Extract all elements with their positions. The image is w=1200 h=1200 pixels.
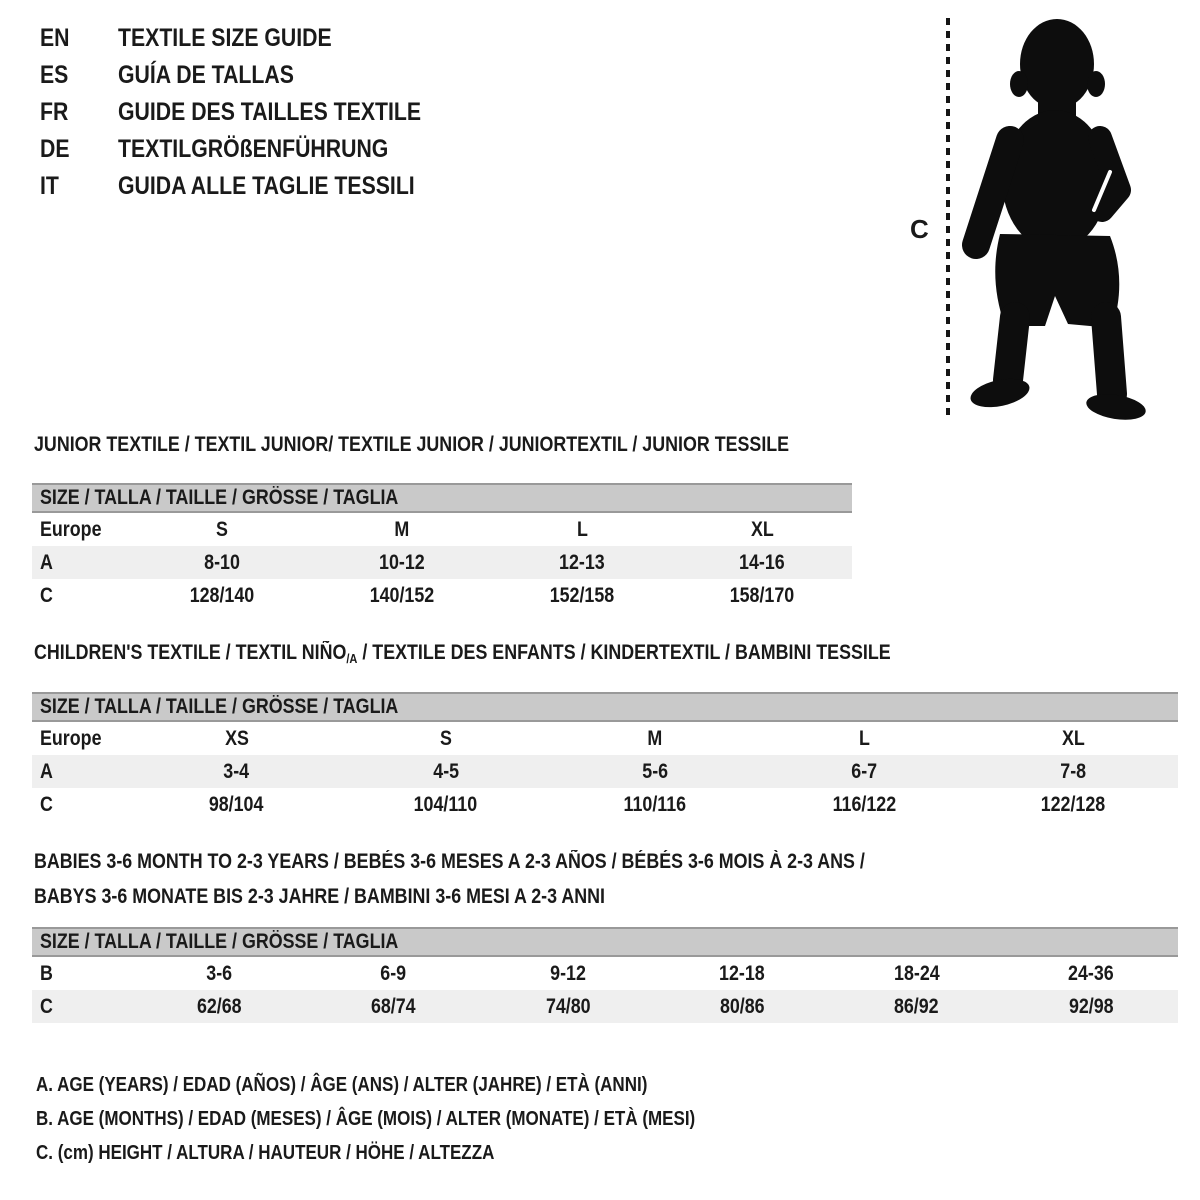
table-row: [32, 788, 1178, 821]
footnote-line-b: B. AGE (MONTHS) / EDAD (MESES) / ÂGE (MOIS) / ALTER (MONATE) / ETÀ (MESI): [36, 1107, 696, 1130]
cell-value: 116/122: [832, 792, 896, 816]
cell-value: S: [439, 726, 452, 750]
table-row: [32, 990, 1178, 1023]
table-header-text: SIZE / TALLA / TAILLE / GRÖSSE / TAGLIA: [40, 486, 399, 509]
row-label: Europe: [40, 517, 102, 541]
babies-size-table: [32, 927, 1178, 1023]
cell-value: M: [394, 517, 410, 541]
table-header-bar: [32, 927, 1178, 957]
cell-value: S: [216, 517, 228, 541]
cell: [132, 995, 306, 1019]
cell-value: XS: [224, 726, 249, 750]
table-header-text: SIZE / TALLA / TAILLE / GRÖSSE / TAGLIA: [40, 930, 399, 953]
cell-value: 6-9: [380, 961, 407, 985]
cell-value: M: [647, 726, 663, 750]
language-code: FR: [40, 98, 69, 126]
section-title-junior: [34, 433, 922, 457]
language-code: IT: [40, 172, 59, 200]
cell-value: L: [858, 726, 870, 750]
table-row: [32, 722, 1178, 755]
cell: [829, 962, 1003, 986]
cell: [1004, 995, 1178, 1019]
cell-value: 68/74: [371, 994, 416, 1018]
table-row: [32, 546, 852, 579]
cell: [550, 727, 759, 751]
cell-value: 110/116: [623, 792, 687, 816]
cell: [672, 551, 852, 575]
section-title-children: [34, 641, 1042, 665]
cell-value: 24-36: [1067, 961, 1114, 985]
row-label: A: [40, 550, 53, 574]
cell: [655, 995, 829, 1019]
section-title-text: [34, 641, 891, 665]
footnote-line-a: A. AGE (YEARS) / EDAD (AÑOS) / ÂGE (ANS) / ALTER (JAHRE) / ETÀ (ANNI): [36, 1073, 648, 1096]
cell-value: 74/80: [545, 994, 591, 1018]
language-code: ES: [40, 61, 69, 89]
language-row: [40, 168, 475, 205]
cell: [969, 793, 1178, 817]
cell: [132, 518, 312, 542]
language-label: TEXTILGRÖßENFÜHRUNG: [118, 135, 389, 163]
row-label: C: [40, 792, 53, 816]
section-title-line1: BABIES 3-6 MONTH TO 2-3 YEARS / BEBÉS 3-6 MESES A 2-3 AÑOS / BÉBÉS 3-6 MOIS À 2-3 ANS /: [34, 849, 865, 873]
cell: [481, 962, 655, 986]
language-row: [40, 94, 475, 131]
cell: [132, 793, 341, 817]
language-label: GUIDA ALLE TAGLIE TESSILI: [118, 172, 415, 200]
cell-value: XL: [1061, 726, 1085, 750]
cell: [306, 995, 480, 1019]
language-row: [40, 131, 475, 168]
figure-measure-label: C: [910, 214, 929, 244]
cell-value: 140/152: [369, 583, 435, 607]
section-title-line2: BABYS 3-6 MONATE BIS 2-3 JAHRE / BAMBINI 3-6 MESI A 2-3 ANNI: [34, 884, 605, 908]
row-label: B: [40, 961, 53, 985]
language-label: TEXTILE SIZE GUIDE: [118, 24, 332, 52]
table-row: [32, 579, 852, 612]
row-label: C: [40, 583, 53, 607]
cell-value: 18-24: [893, 961, 940, 985]
title-part: / TEXTILE DES ENFANTS / KINDERTEXTIL / BAMBINI TESSILE: [357, 641, 891, 664]
title-subscript: /A: [346, 650, 358, 666]
cell: [312, 518, 492, 542]
cell-value: 128/140: [189, 583, 255, 607]
height-measure-dashed-line: [946, 18, 950, 416]
cell-value: 152/158: [549, 583, 615, 607]
cell: [672, 518, 852, 542]
language-code: EN: [40, 24, 70, 52]
cell: [760, 760, 969, 784]
footnote-line-c: C. (cm) HEIGHT / ALTURA / HAUTEUR / HÖHE / ALTEZZA: [36, 1141, 495, 1164]
footnotes: [36, 1068, 812, 1170]
language-label: GUIDE DES TAILLES TEXTILE: [118, 98, 422, 126]
section-title-babies: [34, 844, 1012, 914]
cell-value: 14-16: [739, 550, 785, 574]
cell: [481, 995, 655, 1019]
row-label: A: [40, 759, 53, 783]
toddler-silhouette-image: [960, 12, 1150, 422]
title-part: CHILDREN'S TEXTILE / TEXTIL NIÑO: [34, 641, 347, 664]
table-header-bar: [32, 692, 1178, 722]
table-header-bar: [32, 483, 852, 513]
table-header-text: SIZE / TALLA / TAILLE / GRÖSSE / TAGLIA: [40, 695, 399, 718]
cell-value: 86/92: [894, 994, 939, 1018]
cell: [312, 584, 492, 608]
cell-value: L: [576, 517, 588, 541]
cell: [306, 962, 480, 986]
cell: [492, 584, 672, 608]
cell: [655, 962, 829, 986]
row-label: C: [40, 994, 53, 1018]
cell-value: 7-8: [1060, 759, 1087, 783]
cell-value: 122/128: [1041, 792, 1106, 816]
cell: [829, 995, 1003, 1019]
language-label: GUÍA DE TALLAS: [118, 61, 294, 89]
cell: [492, 551, 672, 575]
language-row: [40, 57, 475, 94]
cell: [672, 584, 852, 608]
cell-value: 6-7: [851, 759, 878, 783]
cell-value: 12-18: [719, 961, 765, 985]
cell-value: 8-10: [204, 550, 240, 574]
cell-value: 12-13: [559, 550, 605, 574]
cell: [132, 727, 341, 751]
language-list: [40, 20, 475, 205]
cell: [132, 760, 341, 784]
cell: [341, 727, 550, 751]
table-row: [32, 957, 1178, 990]
cell-value: 92/98: [1068, 994, 1114, 1018]
cell: [132, 584, 312, 608]
cell: [760, 793, 969, 817]
cell-value: 9-12: [549, 961, 586, 985]
table-row: [32, 755, 1178, 788]
cell-value: 158/170: [729, 583, 795, 607]
row-label: Europe: [40, 726, 102, 750]
cell: [492, 518, 672, 542]
cell-value: 10-12: [379, 550, 425, 574]
cell: [132, 551, 312, 575]
section-title-text: JUNIOR TEXTILE / TEXTIL JUNIOR/ TEXTILE JUNIOR / JUNIORTEXTIL / JUNIOR TESSILE: [34, 433, 790, 456]
cell: [341, 793, 550, 817]
cell-value: 62/68: [196, 994, 242, 1018]
cell: [341, 760, 550, 784]
language-code: DE: [40, 135, 70, 163]
cell: [760, 727, 969, 751]
cell-value: 3-6: [206, 961, 233, 985]
cell: [969, 760, 1178, 784]
cell-value: 4-5: [432, 759, 459, 783]
cell-value: 98/104: [209, 792, 264, 816]
cell: [132, 962, 306, 986]
cell-value: 5-6: [642, 759, 668, 783]
cell-value: XL: [750, 517, 774, 541]
cell: [312, 551, 492, 575]
cell: [550, 760, 759, 784]
cell-value: 3-4: [223, 759, 250, 783]
junior-size-table: [32, 483, 852, 612]
cell-value: 104/110: [414, 792, 478, 816]
children-size-table: [32, 692, 1178, 821]
cell: [969, 727, 1178, 751]
table-row: [32, 513, 852, 546]
language-row: [40, 20, 475, 57]
cell: [550, 793, 759, 817]
cell-value: 80/86: [719, 994, 765, 1018]
cell: [1004, 962, 1178, 986]
